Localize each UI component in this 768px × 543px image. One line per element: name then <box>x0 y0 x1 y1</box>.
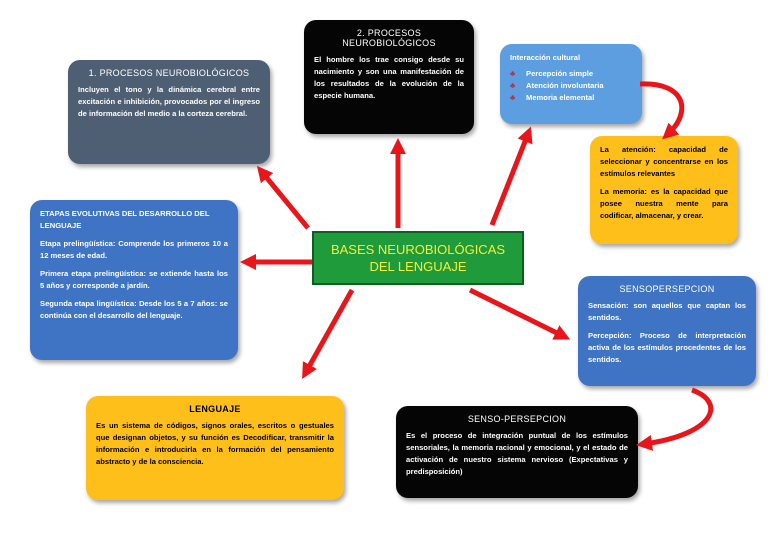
list-item: ♣ Memoria elemental <box>510 93 595 102</box>
central-line2: DEL LENGUAJE <box>369 259 467 274</box>
senso-persepcion-text: Es el proceso de integración puntual de los estímulos sensoriales, la memoria racional y emocional, y el estado de activación de nuestro sistema nervioso (Expectativas y predisposición) <box>406 431 628 476</box>
central-node <box>312 231 524 285</box>
box2-title <box>314 28 464 48</box>
central-line1: BASES NEUROBIOLÓGICAS <box>330 242 506 257</box>
box2-title-line2: NEUROBIOLÓGICOS <box>342 38 436 48</box>
sensacion-text: Sensación: son aquellos que captan los sentidos. <box>588 301 746 322</box>
cultural-list <box>510 68 632 104</box>
lenguaje-title: LENGUAJE <box>189 404 241 414</box>
box-etapas-evolutivas <box>30 200 238 360</box>
arrow-cultural-to-atencion <box>640 84 682 134</box>
etapas-p3: Segunda etapa lingüística: Desde los 5 a 7 años: se continúa con el desarrollo del lenguaje. <box>40 299 228 320</box>
bullet-icon: ♣ <box>510 93 516 102</box>
arrow-to-lenguaje <box>306 290 352 372</box>
etapas-title: ETAPAS EVOLUTIVAS DEL DESARROLLO DEL LENGUAJE <box>40 209 210 230</box>
atencion-text: La atención: capacidad de seleccionar y concentrarse en los estímulos relevantes <box>600 145 728 178</box>
box-sensopersepcion <box>578 276 756 386</box>
box-interaccion-cultural <box>500 44 642 124</box>
box-lenguaje <box>86 396 344 500</box>
box-atencion-memoria <box>590 136 738 244</box>
box1-title: 1. PROCESOS NEUROBIOLÓGICOS <box>88 68 250 78</box>
arrow-to-cultural <box>492 134 528 225</box>
list-item: ♣ Percepción simple <box>510 69 594 78</box>
lenguaje-text: Es un sistema de códigos, signos orales, escritos o gestuales que designan objetos, y su función es Decodificar, transmitir la información e introducirla en la formación del pensamiento abstracto y de la consciencia. <box>96 421 334 466</box>
box-senso-persepcion <box>396 406 638 498</box>
cultural-title: Interacción cultural <box>510 53 581 62</box>
arrow-to-sensopersepcion <box>470 290 563 336</box>
arrow-to-box1 <box>262 172 308 228</box>
bullet-icon: ♣ <box>510 69 516 78</box>
etapas-p2: Primera etapa prelingüística: se extiende hasta los 5 años y corresponde a jardín. <box>40 269 228 290</box>
box1-text: Incluyen el tono y la dinámica cerebral entre excitación e inhibición, provocados por el ingreso de información del medio a la corteza cerebral. <box>78 85 260 118</box>
box2-text: El hombre los trae consigo desde su nacimiento y son una manifestación de los resultados de la evolución de la especie humana. <box>314 55 464 100</box>
box2-title-line1: 2. PROCESOS <box>356 28 422 38</box>
box-procesos-neurobiologicos-2 <box>304 20 474 134</box>
memoria-text: La memoria: es la capacidad que posee nuestra mente para codificar, almacenar, y crear. <box>600 187 728 220</box>
box-procesos-neurobiologicos-1 <box>68 60 270 164</box>
sensopersepcion-title: SENSOPERSEPCION <box>619 284 715 294</box>
percepcion-text: Percepción: Proceso de interpretación activa de los estímulos procedentes de los sentidos. <box>588 331 746 364</box>
list-item: ♣ Atención involuntaria <box>510 81 604 90</box>
bullet-icon: ♣ <box>510 81 516 90</box>
senso-persepcion-title: SENSO-PERSEPCION <box>467 414 567 424</box>
arrow-sensopersepcion-to-senso <box>644 390 711 444</box>
etapas-p1: Etapa prelingüística: Comprende los primeros 10 a 12 meses de edad. <box>40 239 228 260</box>
